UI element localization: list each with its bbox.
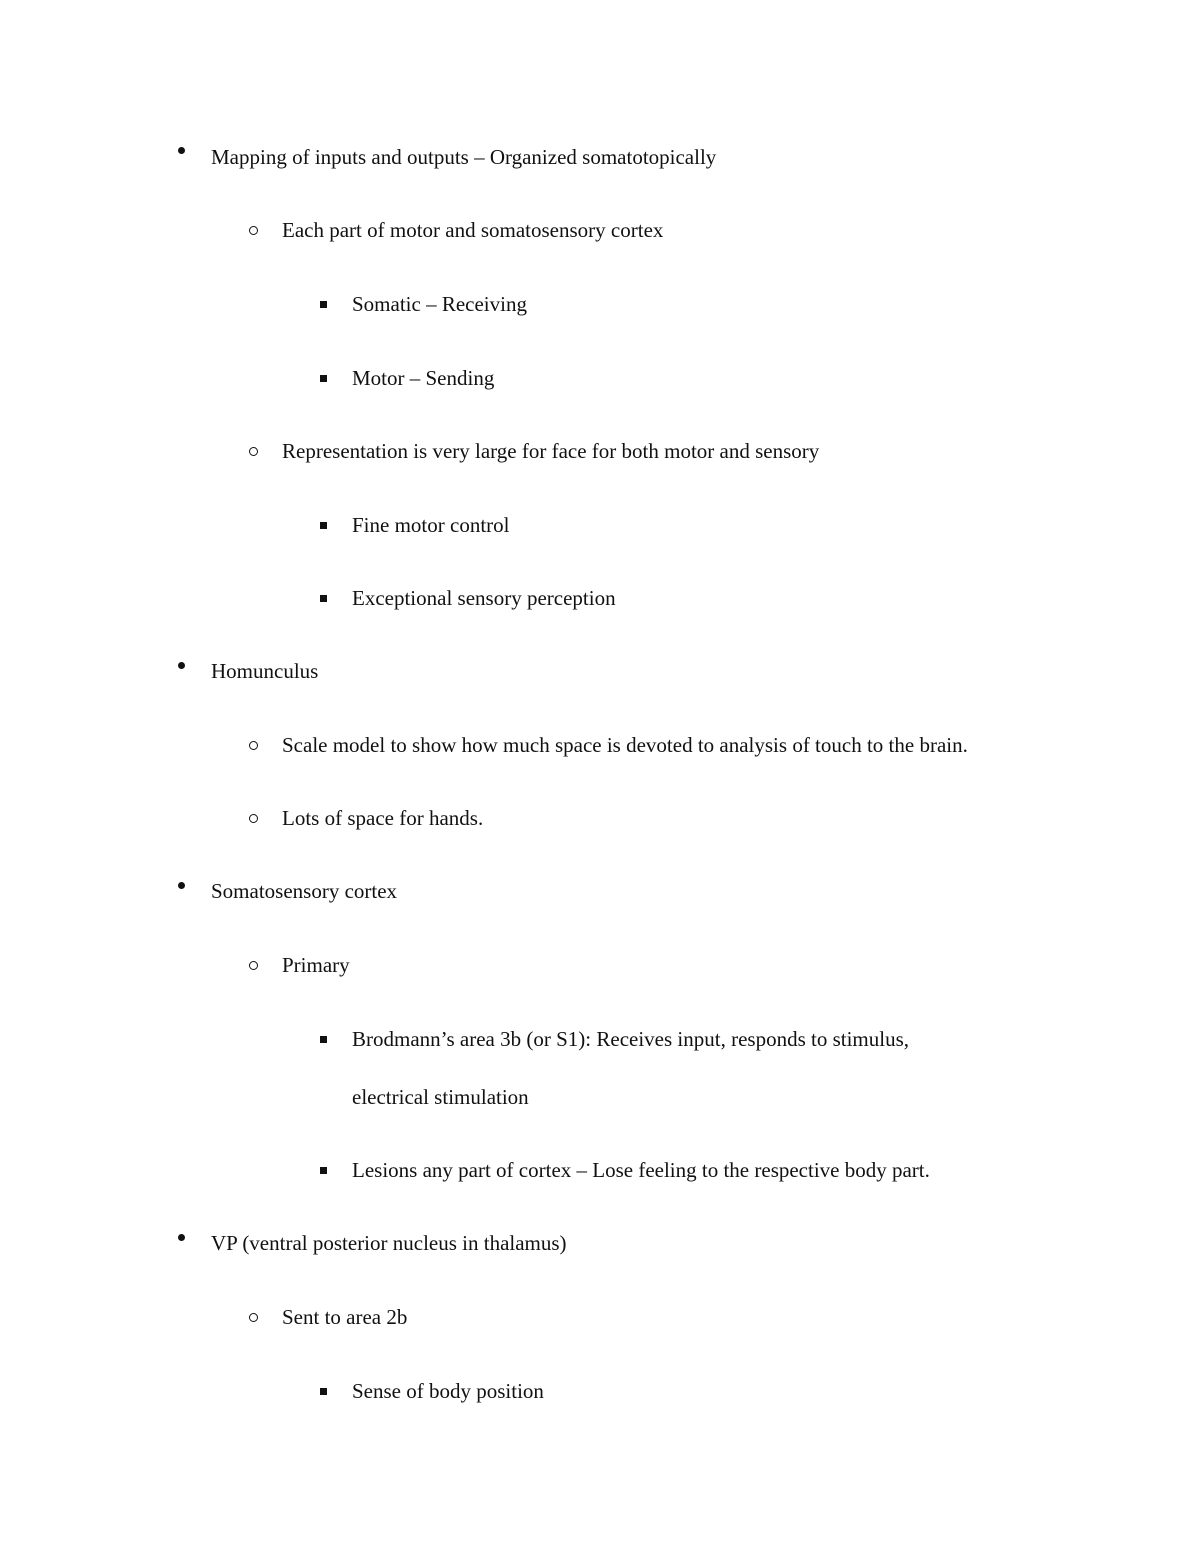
- outline-item-level1: Homunculus: [211, 659, 319, 683]
- outline-item-level2: Each part of motor and somatosensory cortex: [282, 218, 664, 242]
- bullet-disc: [178, 147, 185, 154]
- bullet-square: [320, 1036, 327, 1043]
- outline-item-level3: Fine motor control: [352, 513, 510, 537]
- bullet-disc: [178, 882, 185, 889]
- bullet-disc: [178, 1234, 185, 1241]
- outline-item-level2: Representation is very large for face for both motor and sensory: [282, 439, 820, 463]
- outline-item-level2: Lots of space for hands.: [282, 806, 484, 830]
- outline-item-level3: Lesions any part of cortex – Lose feeling to the respective body part.: [352, 1158, 930, 1182]
- bullet-circle: [249, 226, 258, 235]
- bullet-disc: [178, 662, 185, 669]
- bullet-circle: [249, 961, 258, 970]
- outline-item-level2: Scale model to show how much space is devoted to analysis of touch to the brain.: [282, 733, 968, 757]
- outline-item-level3: Motor – Sending: [352, 366, 495, 390]
- bullet-square: [320, 522, 327, 529]
- bullet-square: [320, 375, 327, 382]
- bullet-circle: [249, 447, 258, 456]
- outline-item-level1: Somatosensory cortex: [211, 879, 398, 903]
- outline-item-level1: VP (ventral posterior nucleus in thalamus): [211, 1231, 567, 1255]
- outline-item-level2: Primary: [282, 953, 350, 977]
- bullet-square: [320, 595, 327, 602]
- outline-item-level3: Brodmann’s area 3b (or S1): Receives input, responds to stimulus,: [352, 1027, 910, 1051]
- bullet-circle: [249, 814, 258, 823]
- outline-item-level3: Exceptional sensory perception: [352, 586, 616, 610]
- outline-item-level3: Sense of body position: [352, 1379, 544, 1403]
- outline-item-level3: Somatic – Receiving: [352, 292, 527, 316]
- bullet-square: [320, 1167, 327, 1174]
- bullet-square: [320, 301, 327, 308]
- outline-item-level2: Sent to area 2b: [282, 1305, 408, 1329]
- bullet-square: [320, 1388, 327, 1395]
- outline-item-level1: Mapping of inputs and outputs – Organized somatotopically: [211, 145, 717, 169]
- bullet-circle: [249, 741, 258, 750]
- bullet-circle: [249, 1313, 258, 1322]
- outline-item-continuation: electrical stimulation: [352, 1085, 529, 1109]
